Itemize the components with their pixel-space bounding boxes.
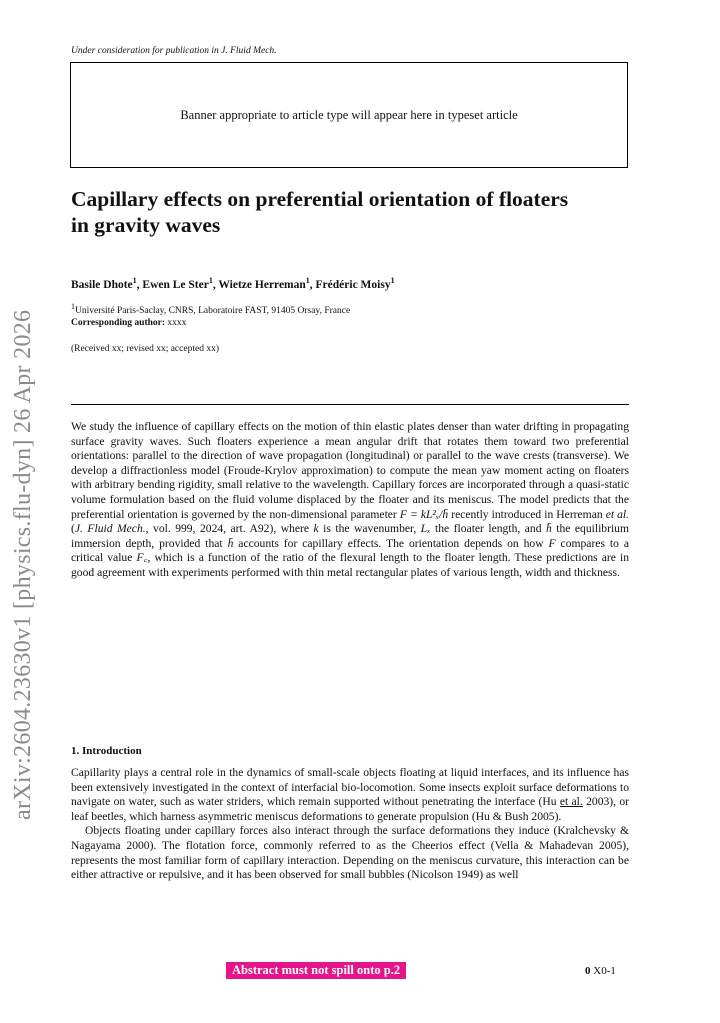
abstract-text: , vol. 999, 2024, art. A92), where [145,522,314,536]
abstract-text: the floater length, and [430,522,546,536]
abstract-text: the equilibrium immersion depth, provided that [71,522,629,550]
paper-title: Capillary effects on preferential orientation of floaters in gravity waves [71,187,569,237]
arxiv-sidebar-stamp: arXiv:2604.23630v1 [physics.flu-dyn] 26 Apr 2026 [10,309,36,820]
abstract-text: is the wavenumber, [318,522,421,536]
paragraph-text: Capillarity plays a central role in the dynamics of small-scale objects floating at liquid interfaces, and its influence has been extensively investigated in the context of interfacial bio-locomotion. Some insects exploit surface deformations to navigate on water, such as water striders, which remain supported without penetrating the interface (Hu [71,766,629,809]
et-al: et al. [605,507,630,521]
journal-name: J. Fluid Mech. [74,522,146,536]
symbol-Fc: F꜀ [136,551,148,565]
abstract [71,420,629,581]
abstract-text: ( [71,522,75,536]
banner-text: Banner appropriate to article type will appear here in typeset article [180,107,518,122]
symbol-k: k [313,522,319,536]
affiliation [71,302,350,316]
author-name: Ewen Le Ster [142,278,209,291]
author-list: Basile Dhote$^1$, Ewen Le Ster$^1$, Wietze Herreman$^1$, Frédéric Moisy$^1$ [71,276,395,291]
abstract-text: , which is a function of the ratio of the flexural length to the floater length. These predictions are in good agreement with experiments performed with thin metal rectangular plates of various length, width and thickness. [71,551,629,579]
introduction-body [71,766,629,883]
affiliation-mark: 1 [208,276,213,285]
author-name: Basile Dhote [71,278,133,291]
symbol-hbar: h̄ [545,522,552,536]
author-name: Wietze Herreman [218,278,306,291]
paragraph [71,766,629,824]
abstract-text: accounts for capillary effects. The orientation depends on how [233,536,549,550]
formula-F: F = kL²ₓ/h̄ [399,507,449,521]
paragraph-text: 2003), or leaf beetles, which harness asymmetric meniscus deformations to generate propulsion (Hu & Bush 2005). [71,795,630,823]
publication-note: Under consideration for publication in J. Fluid Mech. [71,46,277,56]
abstract-divider [71,404,629,405]
abstract-text: compares to a critical value [71,536,629,565]
article-type-banner [70,62,628,168]
section-heading-introduction: 1. Introduction [71,745,142,757]
affiliation-mark: 1 [71,302,75,311]
page-number-bold: 0 [585,965,591,977]
symbol-hbar: h̄ [227,536,234,550]
abstract-spill-warning: Abstract must not spill onto p.2 [226,962,406,979]
corresponding-label: Corresponding author: [71,318,166,328]
page-number [585,965,616,977]
author-name: Frédéric Moisy [315,278,391,291]
paragraph: Objects floating under capillary forces also interact through the surface deformations they induce (Kralchevsky & Nagayama 2000). The flotation force, commonly referred to as the Cheerios effect (Vella & Mahadevan 2005), represents the most familiar form of capillary interaction. Depending on the meniscus curvature, this interaction can be either attractive or repulsive, and it has been observed for small bubbles (Nicolson 1949) as well [71,824,629,882]
affiliation-mark: 1 [305,276,310,285]
corresponding-value: xxxx [167,318,187,328]
symbol-F: F [548,536,556,550]
citation-link[interactable]: et al. [559,795,583,809]
received-dates: (Received xx; revised xx; accepted xx) [71,344,219,354]
corresponding-author [71,318,186,328]
affiliation-mark: 1 [390,276,395,285]
affiliation-mark: 1 [132,276,137,285]
affiliation-text: Université Paris-Saclay, CNRS, Laboratoire FAST, 91405 Orsay, France [75,306,351,317]
abstract-text: We study the influence of capillary effects on the motion of thin elastic plates denser than water drifting in propagating surface gravity waves. Such floaters experience a mean angular drift that rotates them toward two preferential orientations: parallel to the direction of wave propagation (longitudinal) or parallel to the wave crests (transverse). We develop a diffractionless model (Froude-Krylov approximation) to compute the mean yaw moment acting on floaters with arbitrary bending rigidity, small relative to the wavelength. Capillary forces are incorporated through a quasi-static volume formulation based on the fluid volume displaced by the floater and its meniscus. The model predicts that the preferential orientation is governed by the non-dimensional parameter [71,420,629,521]
symbol-Lx: Lₓ [420,522,431,536]
abstract-text: recently introduced in Herreman [448,507,606,521]
page-number-rest: X0-1 [590,965,616,977]
